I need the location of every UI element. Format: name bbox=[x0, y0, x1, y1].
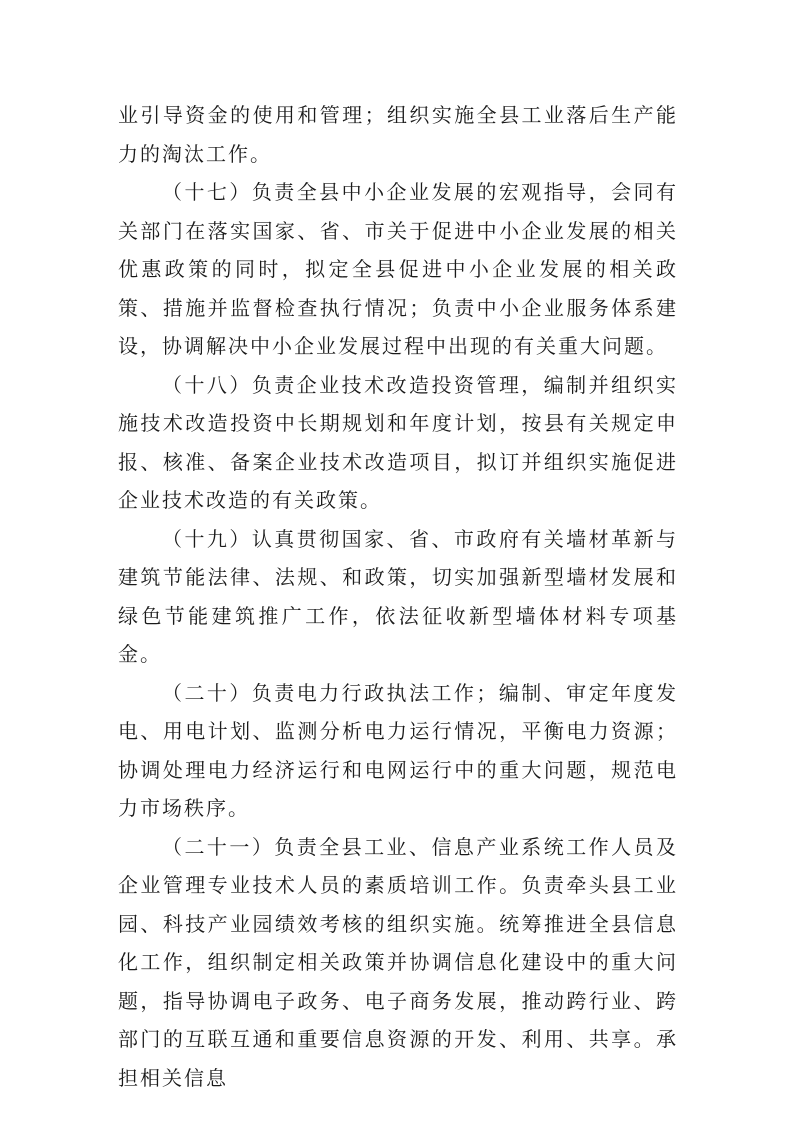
paragraph-item-17: （十七）负责全县中小企业发展的宏观指导，会同有关部门在落实国家、省、市关于促进中小企业发展的相关优惠政策的同时，拟定全县促进中小企业发展的相关政策、措施并监督检查执行情况；负责中小企业服务体系建设，协调解决中小企业发展过程中出现的有关重大问题。 bbox=[118, 180, 678, 358]
paragraph-item-20: （二十）负责电力行政执法工作；编制、审定年度发电、用电计划、监测分析电力运行情况，平衡电力资源；协调处理电力经济运行和电网运行中的重大问题，规范电力市场秩序。 bbox=[118, 680, 678, 820]
paragraph-item-19: （十九）认真贯彻国家、省、市政府有关墙材革新与建筑节能法律、法规、和政策，切实加强新型墙材发展和绿色节能建筑推广工作，依法征收新型墙体材料专项基金。 bbox=[118, 526, 678, 666]
document-body bbox=[118, 96, 678, 1097]
paragraph-item-18: （十八）负责企业技术改造投资管理，编制并组织实施技术改造投资中长期规划和年度计划，按县有关规定申报、核准、备案企业技术改造项目，拟订并组织实施促进企业技术改造的有关政策。 bbox=[118, 372, 678, 512]
paragraph-item-21: （二十一）负责全县工业、信息产业系统工作人员及企业管理专业技术人员的素质培训工作。负责牵头县工业园、科技产业园绩效考核的组织实施。统筹推进全县信息化工作，组织制定相关政策并协调信息化建设中的重大问题，指导协调电子政务、电子商务发展，推动跨行业、跨部门的互联互通和重要信息资源的开发、利用、共享。承担相关信息 bbox=[118, 834, 678, 1090]
paragraph-continuation: 业引导资金的使用和管理；组织实施全县工业落后生产能力的淘汰工作。 bbox=[118, 103, 678, 166]
